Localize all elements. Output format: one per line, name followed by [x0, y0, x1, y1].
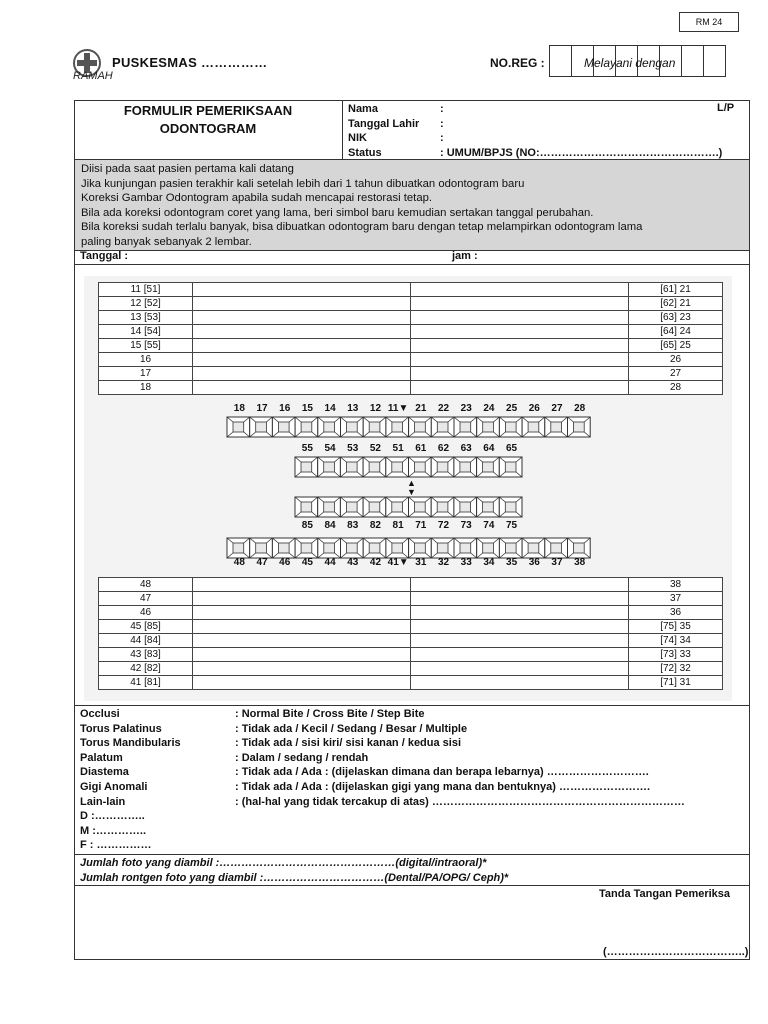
tooth-diagram-icon[interactable]: [340, 497, 363, 517]
notes-cell[interactable]: [411, 620, 629, 634]
tooth-label: [74] 34: [629, 634, 723, 648]
tooth-number: 16: [279, 403, 291, 414]
notes-cell[interactable]: [411, 634, 629, 648]
tooth-number: 55: [301, 443, 313, 454]
dmf-f: F : ……………: [80, 839, 152, 852]
tooth-label: 11 [51]: [99, 283, 193, 297]
tooth-diagram-icon[interactable]: [386, 417, 409, 437]
tooth-diagram-icon[interactable]: [431, 538, 454, 558]
notes-cell[interactable]: [193, 676, 411, 690]
notes-cell[interactable]: [411, 297, 629, 311]
tooth-number: 17: [256, 403, 268, 414]
tooth-label: [65] 25: [629, 339, 723, 353]
patient-info: Nama : Tanggal Lahir : NIK : Status : UMUM/BPJS (NO:………………………………………….): [348, 103, 723, 159]
tooth-label: 43 [83]: [99, 648, 193, 662]
signature-label: Tanda Tangan Pemeriksa: [599, 888, 731, 900]
tooth-number: 18: [233, 403, 245, 414]
notes-cell[interactable]: [411, 648, 629, 662]
tooth-label: 27: [629, 367, 723, 381]
tooth-diagram-icon[interactable]: [295, 457, 318, 477]
tooth-diagram-icon[interactable]: [340, 457, 363, 477]
notes-cell[interactable]: [193, 381, 411, 395]
notes-cell[interactable]: [411, 662, 629, 676]
tooth-number: 41▼: [387, 557, 409, 568]
notes-cell[interactable]: [193, 648, 411, 662]
tooth-number: 23: [460, 403, 472, 414]
tooth-label: [72] 32: [629, 662, 723, 676]
lower-row: [99, 606, 723, 620]
tooth-number: 37: [551, 557, 563, 568]
puskesmas-name: PUSKESMAS ……………: [112, 55, 268, 70]
tooth-diagram-icon[interactable]: [499, 497, 522, 517]
notes-cell[interactable]: [193, 367, 411, 381]
tooth-number: 74: [483, 520, 495, 531]
tooth-diagram-icon[interactable]: [295, 417, 318, 437]
tooth-label: 12 [52]: [99, 297, 193, 311]
tooth-number: 82: [369, 520, 381, 531]
lower-primary-numbers: [296, 520, 523, 531]
notes-cell[interactable]: [411, 325, 629, 339]
tooth-number: 28: [574, 403, 586, 414]
upper-row: [99, 353, 723, 367]
tooth-diagram-icon[interactable]: [318, 457, 341, 477]
lower-teeth-table: [98, 577, 723, 690]
lower-row: [99, 620, 723, 634]
tooth-label: [73] 33: [629, 648, 723, 662]
tooth-number: 42: [369, 557, 382, 568]
tooth-number: 35: [506, 557, 518, 568]
tooth-diagram-icon[interactable]: [477, 457, 500, 477]
notes-cell[interactable]: [193, 620, 411, 634]
notes-cell[interactable]: [193, 353, 411, 367]
upper-teeth-table: [98, 282, 723, 395]
tooth-number: 43: [347, 557, 359, 568]
tooth-number: 63: [460, 443, 472, 454]
notes-cell[interactable]: [411, 592, 629, 606]
tooth-label: 13 [53]: [99, 311, 193, 325]
tooth-label: [75] 35: [629, 620, 723, 634]
tooth-diagram-icon[interactable]: [431, 457, 454, 477]
notes-cell[interactable]: [411, 578, 629, 592]
notes-cell[interactable]: [193, 339, 411, 353]
tooth-diagram-icon[interactable]: [454, 538, 477, 558]
tooth-label: [64] 24: [629, 325, 723, 339]
notes-cell[interactable]: [193, 297, 411, 311]
noreg-label: NO.REG :: [490, 56, 545, 70]
tooth-label: 41 [81]: [99, 676, 193, 690]
dmf-m: M :…………..: [80, 824, 146, 837]
tooth-diagram-icon[interactable]: [454, 457, 477, 477]
tooth-label: 45 [85]: [99, 620, 193, 634]
tooth-diagram-icon[interactable]: [363, 457, 386, 477]
examination-list: Occlusi : Normal Bite / Cross Bite / Step Bite Torus Palatinus : Tidak ada / Kecil / Sedang / Besar / Multiple Torus Mandibularis : Tidak ada / sisi kiri/ sisi kanan / kedua sisi Palatum : Dalam / sedang / rendah Diastema : Tidak ada / Ada : (dijelaskan dimana dan berapa lebarnya) ………………………. Gigi Anomali : Tidak ada / Ada : (dijelaskan gigi yang mana dan bentuknya) ……………………. Lain-lain : (hal-hal yang tidak tercakup di atas) …………………………………………………………… D :………….. M :………….. F : ……………: [80, 708, 685, 852]
upper-row: [99, 283, 723, 297]
tooth-number: 21: [415, 403, 427, 414]
tooth-number: 62: [437, 443, 450, 454]
tooth-diagram-icon[interactable]: [318, 497, 341, 517]
tooth-number: 84: [324, 520, 336, 531]
upper-primary-numbers: [296, 443, 523, 454]
notes-cell[interactable]: [193, 578, 411, 592]
tooth-diagram-icon[interactable]: [363, 538, 386, 558]
tooth-diagram-icon[interactable]: [477, 538, 500, 558]
tooth-diagram-icon[interactable]: [499, 457, 522, 477]
tagline: RAMAH: [73, 70, 113, 82]
notes-cell[interactable]: [193, 325, 411, 339]
tooth-label: 44 [84]: [99, 634, 193, 648]
lower-permanent-numbers: [228, 557, 591, 568]
tooth-number: 83: [347, 520, 359, 531]
upper-row: [99, 381, 723, 395]
tooth-label: 16: [99, 353, 193, 367]
tooth-number: 85: [301, 520, 313, 531]
instructions: Diisi pada saat pasien pertama kali datang Jika kunjungan pasien terakhir kali setelah lebih dari 1 tahun dibuatkan odontogram baru Koreksi Gambar Odontogram apabila sudah mencapai restorasi tetap. Bila ada koreksi odontogram coret yang lama, beri simbol baru kemudian sertakan tanggal perubahan. Bila koreksi sudah terlalu banyak, bisa dibuatkan odontogram baru dengan tetap melampirkan odontogram lama paling banyak sebanyak 2 lembar.: [75, 160, 749, 250]
tooth-label: [61] 21: [629, 283, 723, 297]
tooth-diagram-icon[interactable]: [477, 497, 500, 517]
tooth-number: 13: [347, 403, 359, 414]
tooth-number: 38: [574, 557, 586, 568]
tooth-diagram-icon[interactable]: [431, 417, 454, 437]
tooth-number: 54: [324, 443, 336, 454]
tooth-diagram-icon[interactable]: [409, 457, 432, 477]
upper-row: [99, 311, 723, 325]
tooth-diagram-icon[interactable]: [522, 417, 545, 437]
tooth-diagram-icon[interactable]: [363, 497, 386, 517]
tooth-diagram-icon[interactable]: [477, 417, 500, 437]
tooth-number: 53: [347, 443, 359, 454]
rm-code: RM 24: [679, 12, 739, 32]
tooth-number: 46: [279, 557, 291, 568]
tooth-diagram-icon[interactable]: [431, 497, 454, 517]
tooth-diagram-icon[interactable]: [409, 497, 432, 517]
tooth-label: [63] 23: [629, 311, 723, 325]
lower-row: [99, 648, 723, 662]
tooth-number: 47: [256, 557, 268, 568]
tooth-label: [62] 21: [629, 297, 723, 311]
tooth-diagram-icon[interactable]: [568, 538, 591, 558]
lower-row: [99, 634, 723, 648]
tooth-diagram-icon[interactable]: [545, 538, 568, 558]
jam-label: jam :: [452, 250, 478, 262]
notes-cell[interactable]: [411, 311, 629, 325]
tooth-number: 15: [301, 403, 313, 414]
notes-cell[interactable]: [193, 311, 411, 325]
tooth-number: 45: [301, 557, 313, 568]
lower-row: [99, 662, 723, 676]
tooth-number: 51: [392, 443, 404, 454]
tooth-diagram-icon[interactable]: [341, 417, 364, 437]
tooth-diagram-icon[interactable]: [341, 538, 364, 558]
signature-line[interactable]: (………………………………..): [603, 946, 749, 958]
tooth-label: [71] 31: [629, 676, 723, 690]
tooth-number: 32: [437, 557, 450, 568]
notes-cell[interactable]: [411, 353, 629, 367]
notes-cell[interactable]: [193, 662, 411, 676]
notes-cell[interactable]: [193, 634, 411, 648]
tooth-label: 26: [629, 353, 723, 367]
form-title: FORMULIR PEMERIKSAAN ODONTOGRAM: [123, 103, 293, 136]
tooth-diagram-icon[interactable]: [295, 538, 318, 558]
tooth-number: 64: [483, 443, 495, 454]
tooth-number: 72: [437, 520, 450, 531]
upper-row: [99, 367, 723, 381]
lower-row: [99, 592, 723, 606]
tooth-diagram-icon[interactable]: [250, 417, 273, 437]
tooth-diagram-icon[interactable]: [250, 538, 273, 558]
tooth-diagram-icon[interactable]: [295, 497, 318, 517]
tooth-number: 33: [460, 557, 472, 568]
upper-row: [99, 297, 723, 311]
tooth-diagram-icon[interactable]: [318, 538, 341, 558]
tooth-diagram-icon[interactable]: [409, 538, 432, 558]
melayani-text: Melayani dengan: [584, 56, 676, 70]
tooth-diagram-icon[interactable]: [568, 417, 591, 437]
tooth-diagram-icon[interactable]: [386, 457, 409, 477]
tooth-number: 65: [505, 443, 518, 454]
tooth-number: 31: [415, 557, 427, 568]
tooth-label: 28: [629, 381, 723, 395]
tooth-label: 36: [629, 606, 723, 620]
tooth-diagram-icon[interactable]: [386, 497, 409, 517]
notes-cell[interactable]: [193, 283, 411, 297]
tooth-diagram-icon[interactable]: [545, 417, 568, 437]
tooth-number: 11▼: [387, 403, 409, 414]
tooth-number: 24: [483, 403, 495, 414]
notes-cell[interactable]: [411, 283, 629, 297]
tooth-diagram-icon[interactable]: [272, 538, 295, 558]
tooth-label: 14 [54]: [99, 325, 193, 339]
upper-row: [99, 339, 723, 353]
tooth-number: 48: [233, 557, 245, 568]
tooth-number: 44: [324, 557, 336, 568]
tooth-number: 26: [528, 403, 540, 414]
gender-lp: L/P: [717, 102, 735, 114]
tooth-diagram-icon[interactable]: [227, 538, 250, 558]
tooth-number: 25: [506, 403, 518, 414]
dmf-d: D :…………..: [80, 810, 145, 823]
notes-cell[interactable]: [411, 606, 629, 620]
tooth-diagram-icon[interactable]: [318, 417, 341, 437]
notes-cell[interactable]: [411, 676, 629, 690]
tooth-label: 42 [82]: [99, 662, 193, 676]
tooth-number: 81: [392, 520, 404, 531]
tooth-diagram-icon[interactable]: [363, 417, 386, 437]
notes-cell[interactable]: [411, 381, 629, 395]
tanggal-label: Tanggal :: [80, 250, 129, 262]
tooth-diagram-icon[interactable]: [522, 538, 545, 558]
tooth-number: 34: [483, 557, 495, 568]
notes-cell[interactable]: [193, 606, 411, 620]
lower-row: [99, 578, 723, 592]
tooth-label: 15 [55]: [99, 339, 193, 353]
tooth-diagram-icon[interactable]: [499, 538, 522, 558]
tooth-number: 61: [415, 443, 427, 454]
foto-section: Jumlah foto yang diambil :…………………………………………(digital/intraoral)* Jumlah rontgen foto yang diambil :……………………………(Dental/PA/OPG/ Ceph)*: [80, 857, 509, 884]
tooth-diagram-icon[interactable]: [386, 538, 409, 558]
lower-row: [99, 676, 723, 690]
tooth-diagram-icon[interactable]: [454, 417, 477, 437]
notes-cell[interactable]: [411, 367, 629, 381]
tooth-label: 46: [99, 606, 193, 620]
upper-row: [99, 325, 723, 339]
tooth-diagram-icon[interactable]: [454, 497, 477, 517]
tooth-number: 75: [505, 520, 518, 531]
tooth-diagram-icon[interactable]: [227, 417, 250, 437]
tooth-number: 36: [528, 557, 540, 568]
tooth-number: 22: [437, 403, 450, 414]
arch-divider-arrows-icon: ▲ ▼: [407, 478, 416, 497]
tooth-number: 14: [324, 403, 336, 414]
upper-permanent-numbers: [228, 403, 591, 414]
notes-cell[interactable]: [193, 592, 411, 606]
tooth-number: 12: [369, 403, 382, 414]
tooth-label: 37: [629, 592, 723, 606]
tooth-diagram-icon[interactable]: [409, 417, 432, 437]
tooth-label: 17: [99, 367, 193, 381]
tooth-number: 52: [369, 443, 381, 454]
notes-cell[interactable]: [411, 339, 629, 353]
tooth-label: 18: [99, 381, 193, 395]
tooth-label: 38: [629, 578, 723, 592]
tooth-number: 73: [460, 520, 472, 531]
tooth-label: 47: [99, 592, 193, 606]
tooth-diagram-icon[interactable]: [499, 417, 522, 437]
tooth-number: 27: [551, 403, 563, 414]
tooth-number: 71: [415, 520, 427, 531]
tooth-label: 48: [99, 578, 193, 592]
tooth-diagram-icon[interactable]: [272, 417, 295, 437]
